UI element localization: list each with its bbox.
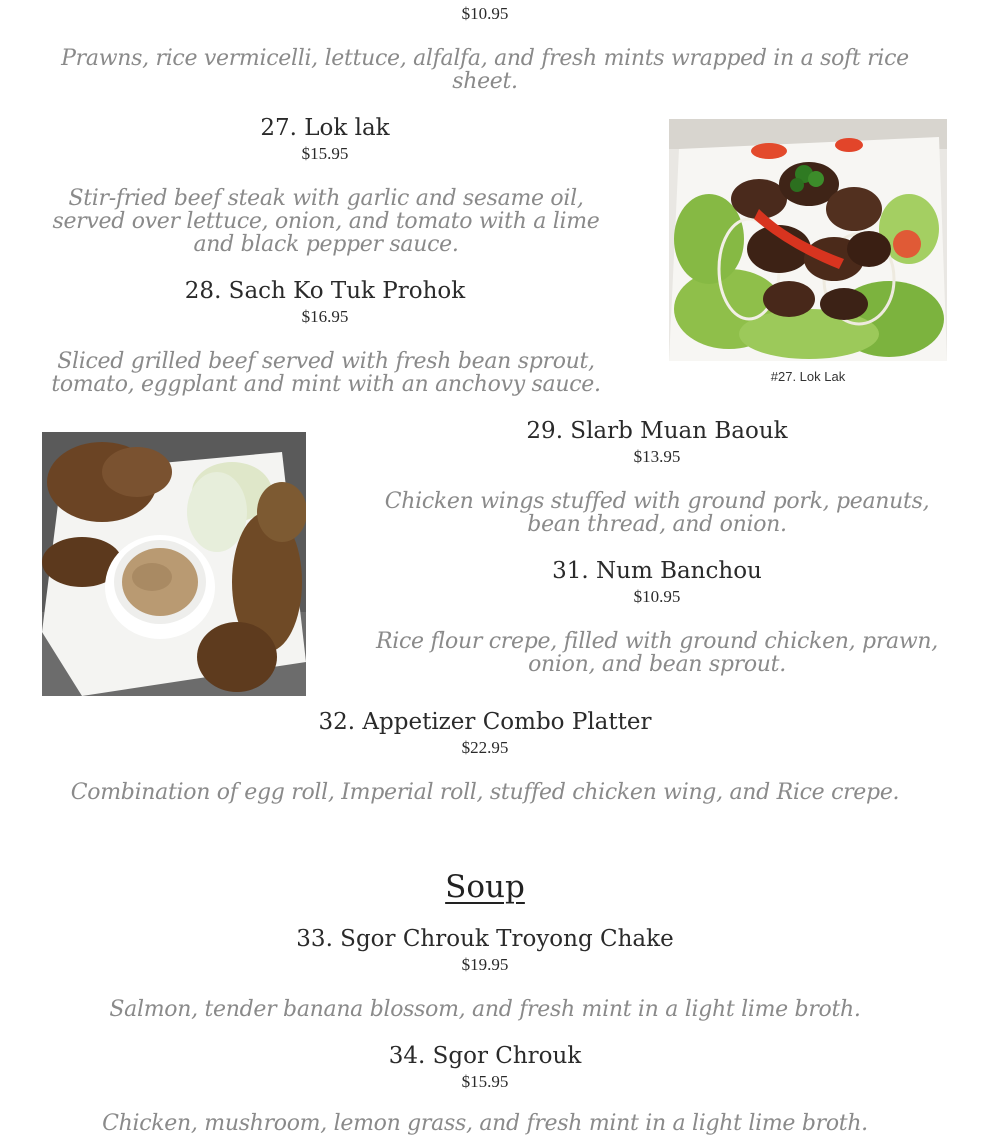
item-title: 33. Sgor Chrouk Troyong Chake	[296, 926, 674, 952]
item-price: $13.95	[633, 447, 681, 466]
item-description: Prawns, rice vermicelli, lettuce, alfalfa, and fresh mints wrapped in a soft rice sheet.	[61, 46, 909, 94]
lok-lak-photo	[669, 119, 947, 361]
item-title: 28. Sach Ko Tuk Prohok	[184, 278, 466, 304]
item-description: Combination of egg roll, Imperial roll, stuffed chicken wing, and Rice crepe.	[70, 780, 900, 805]
item-title: 32. Appetizer Combo Platter	[318, 709, 652, 735]
item-description: Salmon, tender banana blossom, and fresh mint in a light lime broth.	[109, 997, 861, 1022]
photo-caption: #27. Lok Lak	[770, 369, 846, 384]
item-price: $15.95	[301, 144, 349, 163]
item-title: 29. Slarb Muan Baouk	[526, 418, 788, 444]
item-description: Stir-fried beef steak with garlic and sesame oil, served over lettuce, onion, and tomato with a lime and black pepper sauce.	[52, 186, 600, 257]
item-price: $10.95	[461, 4, 509, 23]
section-heading-soup: Soup	[445, 869, 525, 905]
item-title: 34. Sgor Chrouk	[388, 1043, 582, 1069]
item-title: 31. Num Banchou	[552, 558, 762, 584]
item-description: Chicken, mushroom, lemon grass, and fresh mint in a light lime broth.	[102, 1111, 868, 1136]
item-price: $19.95	[461, 955, 509, 974]
chicken-wings-photo	[42, 432, 306, 696]
item-price: $16.95	[301, 307, 349, 326]
item-title: 27. Lok lak	[260, 115, 390, 141]
item-price: $22.95	[461, 738, 509, 757]
item-description: Sliced grilled beef served with fresh bean sprout, tomato, eggplant and mint with an anchovy sauce.	[51, 349, 601, 397]
item-description: Chicken wings stuffed with ground pork, peanuts, bean thread, and onion.	[384, 489, 930, 537]
item-price: $10.95	[633, 587, 681, 606]
item-description: Rice flour crepe, filled with ground chicken, prawn, onion, and bean sprout.	[376, 629, 938, 677]
item-price: $15.95	[461, 1072, 509, 1091]
